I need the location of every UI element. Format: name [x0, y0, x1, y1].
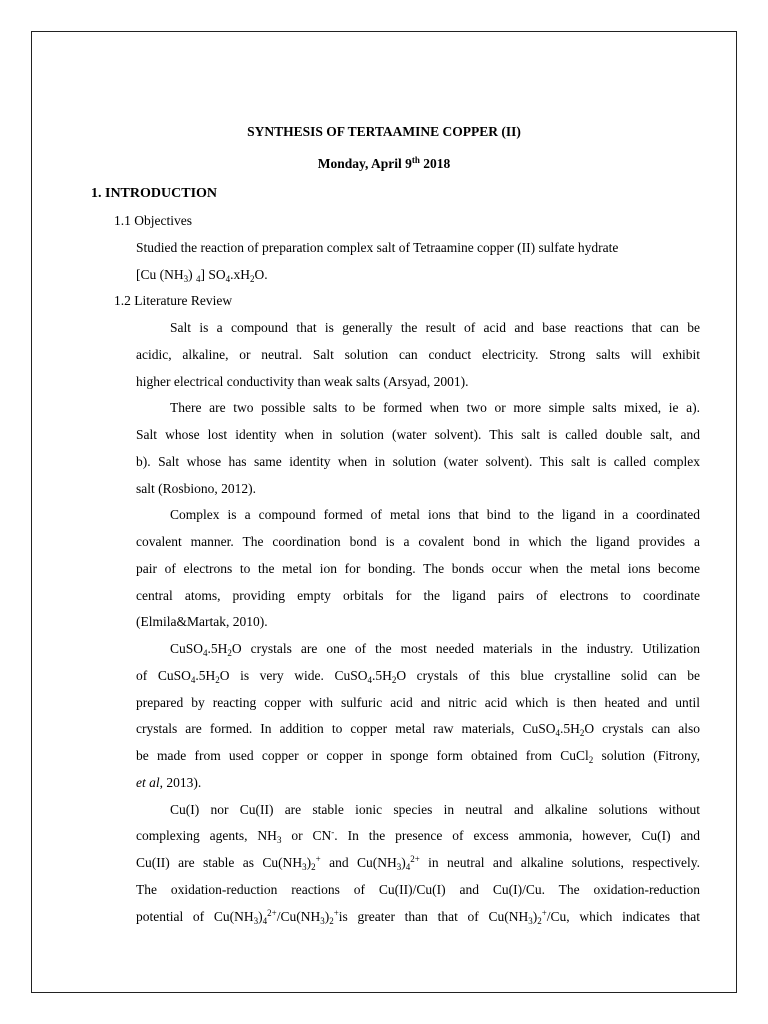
paragraph-line: b). Salt whose has same identity when in solution (water solvent). This salt is called complex	[136, 454, 700, 469]
subheading-objectives: 1.1 Objectives	[114, 213, 192, 228]
paragraph-line: pair of electrons to the metal ion for bonding. The bonds occur when the metal ions become	[136, 561, 700, 576]
paragraph-line: $CuSO_4.5H_2O$ crystals are one of the most needed materials in the industry. Utilization	[170, 641, 700, 658]
paragraph-line: The oxidation-reduction reactions of Cu(II)/Cu(I) and Cu(I)/Cu. The oxidation-reduction	[136, 882, 700, 897]
paragraph-line: There are two possible salts to be formed when two or more simple salts mixed, ie a).	[170, 400, 700, 415]
paragraph-line: (Elmila&Martak, 2010).	[136, 614, 268, 629]
paragraph-line: salt (Rosbiono, 2012).	[136, 481, 256, 496]
objective-line: Studied the reaction of preparation complex salt of Tetraamine copper (II) sulfate hydrate	[136, 240, 619, 255]
subheading-literature-review: 1.2 Literature Review	[114, 293, 233, 308]
paragraph-line: et al, 2013).	[136, 775, 202, 790]
paragraph-line: of $CuSO_4.5H_2O$ is very wide. $CuSO_4.5H_2O$ crystals of this blue crystalline solid can be	[136, 668, 700, 685]
paragraph-line: potential of $Cu(NH_3)_4^{2+}/Cu(NH_3)_2^+is$ greater than that of $Cu(NH_3)_2^+/Cu$, which indicates that	[136, 908, 700, 926]
paragraph-line: Salt is a compound that is generally the result of acid and base reactions that can be	[170, 320, 700, 335]
paragraph-line: Cu(II) are stable as $Cu(NH_3)_2^+$ and $Cu(NH_3)_4^{2+}$ in neutral and alkaline solutions, respectively.	[136, 854, 700, 872]
paragraph-line: prepared by reacting copper with sulfuric acid and nitric acid which is then heated and until	[136, 695, 700, 710]
paragraph-line: be made from used copper or copper in sponge form obtained from CuCl$_2$ solution (Fitrony,	[136, 748, 700, 765]
paragraph-line: complexing agents, $NH_3$ or CN-. In the presence of excess ammonia, however, Cu(I) and	[136, 827, 701, 845]
document-date: Monday, April 9th 2018	[317, 155, 451, 171]
paragraph-line: covalent manner. The coordination bond is a covalent bond in which the ligand provides a	[136, 534, 700, 549]
paragraph-line: Cu(I) nor Cu(II) are stable ionic species in neutral and alkaline solutions without	[170, 802, 700, 817]
paragraph-line: Complex is a compound formed of metal ions that bind to the ligand in a coordinated	[170, 507, 700, 522]
paragraph-line: acidic, alkaline, or neutral. Salt solution can conduct electricity. Strong salts will exhibit	[136, 347, 700, 362]
paragraph-line: crystals are formed. In addition to copper metal raw materials, $CuSO_4.5H_2O$ crystals can also	[136, 721, 701, 738]
document-title: SYNTHESIS OF TERTAAMINE COPPER (II)	[247, 124, 521, 139]
section-heading-introduction: 1. INTRODUCTION	[91, 186, 218, 201]
objective-formula: [Cu $(NH_3)$ $_4$] $SO_4.xH_2O$.	[136, 267, 268, 284]
paragraph-line: higher electrical conductivity than weak salts (Arsyad, 2001).	[136, 374, 469, 389]
paragraph-line: Salt whose lost identity when in solution (water solvent). This salt is called double salt, and	[136, 427, 700, 442]
paragraph-line: central atoms, providing empty orbitals for the ligand pairs of electrons to coordinate	[136, 588, 700, 603]
